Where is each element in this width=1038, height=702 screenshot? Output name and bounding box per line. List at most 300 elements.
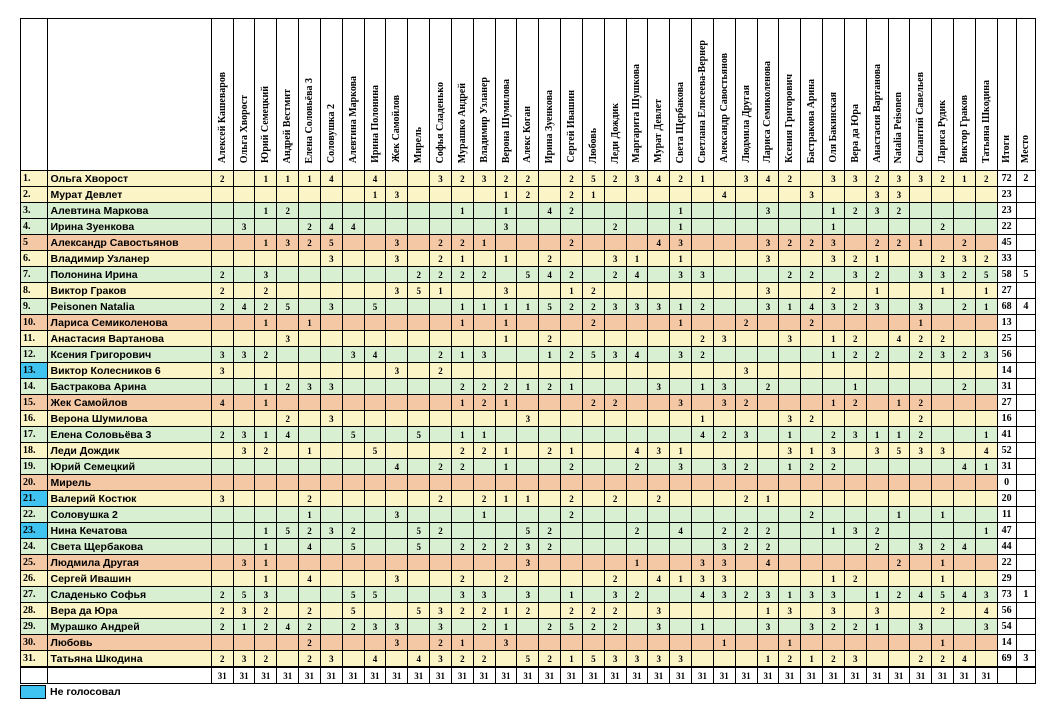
vote-cell — [713, 299, 735, 315]
vote-cell — [801, 427, 823, 443]
vote-cell — [386, 315, 408, 331]
vote-cell: 2 — [451, 459, 473, 475]
vote-cell — [888, 315, 910, 331]
vote-cell: 2 — [932, 603, 954, 619]
vote-cell: 2 — [211, 587, 233, 603]
row-place — [1016, 443, 1035, 459]
vote-cell — [648, 395, 670, 411]
row-place — [1016, 459, 1035, 475]
vote-cell — [320, 635, 342, 651]
vote-cell — [451, 475, 473, 491]
vote-cell — [844, 283, 866, 299]
vote-cell — [626, 315, 648, 331]
vote-cell: 4 — [953, 651, 975, 668]
vote-cell — [975, 203, 997, 219]
vote-cell — [910, 523, 932, 539]
row-number: 7. — [21, 267, 48, 283]
column-header — [953, 19, 975, 171]
vote-cell — [539, 235, 561, 251]
vote-cell — [713, 491, 735, 507]
vote-cell — [582, 571, 604, 587]
vote-cell: 2 — [604, 603, 626, 619]
vote-cell: 1 — [713, 635, 735, 651]
vote-cell: 1 — [626, 251, 648, 267]
row-total: 20 — [997, 491, 1016, 507]
vote-cell: 4 — [233, 299, 255, 315]
vote-cell — [975, 475, 997, 491]
vote-cell — [211, 235, 233, 251]
vote-cell: 3 — [648, 299, 670, 315]
column-header — [320, 19, 342, 171]
vote-cell — [408, 331, 430, 347]
row-place: 5 — [1016, 267, 1035, 283]
vote-cell — [604, 187, 626, 203]
vote-cell — [495, 235, 517, 251]
vote-cell: 3 — [888, 187, 910, 203]
vote-cell — [277, 651, 299, 668]
vote-cell — [430, 411, 452, 427]
table-row — [21, 283, 1036, 299]
vote-cell: 2 — [932, 651, 954, 668]
vote-cell — [779, 315, 801, 331]
vote-cell: 5 — [320, 235, 342, 251]
vote-cell — [844, 603, 866, 619]
vote-cell: 3 — [648, 443, 670, 459]
vote-cell — [299, 299, 321, 315]
vote-cell — [866, 315, 888, 331]
vote-cell — [342, 235, 364, 251]
vote-cell — [975, 235, 997, 251]
participant-name: Лариса Семиколенова — [47, 315, 211, 331]
column-header — [757, 19, 779, 171]
vote-cell — [866, 219, 888, 235]
column-header-label: Людмила Другая — [740, 85, 752, 163]
vote-cell: 5 — [364, 443, 386, 459]
table-row — [21, 571, 1036, 587]
vote-cell — [211, 571, 233, 587]
column-header-label: Юрий Семецкий — [260, 86, 272, 163]
vote-cell: 3 — [713, 459, 735, 475]
vote-cell — [757, 219, 779, 235]
vote-cell: 5 — [277, 523, 299, 539]
vote-cell — [233, 395, 255, 411]
row-number: 4. — [21, 219, 48, 235]
vote-cell: 2 — [844, 571, 866, 587]
vote-cell — [473, 571, 495, 587]
vote-cell: 5 — [539, 299, 561, 315]
vote-cell: 1 — [866, 251, 888, 267]
column-total: 31 — [953, 667, 975, 684]
vote-cell: 5 — [342, 587, 364, 603]
vote-cell — [364, 219, 386, 235]
vote-cell — [342, 475, 364, 491]
participant-name: Жек Самойлов — [47, 395, 211, 411]
vote-cell — [932, 475, 954, 491]
legend — [20, 685, 121, 699]
vote-cell: 2 — [888, 555, 910, 571]
vote-cell — [386, 203, 408, 219]
vote-cell — [779, 555, 801, 571]
vote-cell: 2 — [932, 331, 954, 347]
vote-cell: 1 — [823, 395, 845, 411]
vote-cell: 3 — [364, 619, 386, 635]
vote-cell — [430, 187, 452, 203]
vote-cell — [888, 379, 910, 395]
vote-cell — [735, 635, 757, 651]
vote-cell — [408, 363, 430, 379]
vote-cell — [386, 555, 408, 571]
column-total: 31 — [888, 667, 910, 684]
vote-cell — [342, 571, 364, 587]
vote-cell — [866, 411, 888, 427]
vote-cell — [408, 443, 430, 459]
vote-cell: 2 — [473, 539, 495, 555]
vote-cell — [713, 651, 735, 668]
vote-cell — [953, 395, 975, 411]
vote-cell — [953, 203, 975, 219]
vote-cell — [932, 523, 954, 539]
vote-cell: 2 — [451, 603, 473, 619]
vote-cell — [364, 235, 386, 251]
row-total: 14 — [997, 363, 1016, 379]
vote-cell — [953, 315, 975, 331]
vote-cell — [801, 171, 823, 187]
row-number: 26. — [21, 571, 48, 587]
vote-cell — [561, 331, 583, 347]
vote-cell — [866, 507, 888, 523]
vote-cell: 1 — [495, 443, 517, 459]
vote-cell — [713, 507, 735, 523]
vote-cell — [582, 523, 604, 539]
vote-cell — [604, 635, 626, 651]
vote-cell — [844, 315, 866, 331]
vote-cell — [539, 635, 561, 651]
vote-cell: 2 — [430, 347, 452, 363]
vote-cell — [364, 459, 386, 475]
vote-cell: 3 — [713, 379, 735, 395]
totals-header — [997, 19, 1016, 171]
vote-cell — [364, 283, 386, 299]
row-total: 33 — [997, 251, 1016, 267]
vote-cell — [561, 635, 583, 651]
table-row — [21, 523, 1036, 539]
vote-cell — [517, 347, 539, 363]
vote-cell — [451, 507, 473, 523]
row-number: 29. — [21, 619, 48, 635]
vote-cell — [430, 331, 452, 347]
vote-cell — [604, 363, 626, 379]
vote-cell — [626, 539, 648, 555]
vote-cell: 2 — [255, 603, 277, 619]
vote-cell — [844, 459, 866, 475]
vote-cell — [517, 251, 539, 267]
vote-cell: 3 — [473, 347, 495, 363]
vote-cell: 2 — [604, 491, 626, 507]
vote-cell — [277, 459, 299, 475]
vote-cell — [364, 475, 386, 491]
vote-cell — [299, 427, 321, 443]
vote-cell — [604, 555, 626, 571]
column-header — [364, 19, 386, 171]
column-total: 31 — [844, 667, 866, 684]
vote-cell: 3 — [735, 171, 757, 187]
vote-cell: 1 — [692, 379, 714, 395]
vote-cell — [648, 539, 670, 555]
participant-name: Юрий Семецкий — [47, 459, 211, 475]
vote-cell — [233, 635, 255, 651]
vote-cell — [604, 427, 626, 443]
vote-cell: 2 — [801, 267, 823, 283]
row-number: 27. — [21, 587, 48, 603]
vote-cell — [626, 635, 648, 651]
vote-cell — [626, 475, 648, 491]
vote-cell — [648, 347, 670, 363]
vote-cell: 2 — [953, 267, 975, 283]
vote-cell: 3 — [713, 395, 735, 411]
vote-cell: 2 — [735, 395, 757, 411]
column-header-label: Ксения Григорович — [784, 74, 796, 163]
vote-cell — [801, 379, 823, 395]
vote-cell — [408, 459, 430, 475]
vote-cell: 1 — [670, 251, 692, 267]
vote-cell: 2 — [888, 203, 910, 219]
vote-cell — [975, 187, 997, 203]
vote-cell: 2 — [801, 459, 823, 475]
vote-cell — [320, 555, 342, 571]
vote-cell — [473, 203, 495, 219]
vote-cell: 1 — [932, 283, 954, 299]
vote-cell — [561, 523, 583, 539]
column-header-label: Виктор Граков — [958, 94, 970, 163]
vote-cell: 4 — [757, 171, 779, 187]
vote-cell: 2 — [430, 267, 452, 283]
participant-name: Валерий Костюк — [47, 491, 211, 507]
vote-cell — [342, 459, 364, 475]
vote-cell — [211, 459, 233, 475]
vote-cell: 2 — [692, 331, 714, 347]
vote-cell — [713, 347, 735, 363]
vote-cell — [866, 475, 888, 491]
column-header-label: Соловушка 2 — [325, 103, 337, 163]
column-header-label: Мурашко Андрей — [456, 82, 468, 163]
vote-cell: 1 — [255, 171, 277, 187]
vote-cell — [779, 251, 801, 267]
vote-cell — [342, 203, 364, 219]
row-number: 3. — [21, 203, 48, 219]
vote-cell — [648, 315, 670, 331]
vote-cell: 4 — [910, 587, 932, 603]
vote-cell — [430, 443, 452, 459]
vote-cell: 2 — [299, 523, 321, 539]
row-total: 56 — [997, 347, 1016, 363]
vote-cell: 3 — [386, 363, 408, 379]
vote-cell — [823, 475, 845, 491]
vote-cell — [692, 475, 714, 491]
vote-cell — [692, 651, 714, 668]
vote-cell: 1 — [451, 251, 473, 267]
column-header — [823, 19, 845, 171]
column-total: 31 — [473, 667, 495, 684]
row-place — [1016, 475, 1035, 491]
table-row — [21, 251, 1036, 267]
column-total: 31 — [211, 667, 233, 684]
column-header-label: Мирель — [413, 126, 425, 163]
vote-cell — [408, 619, 430, 635]
vote-cell — [692, 219, 714, 235]
row-place — [1016, 411, 1035, 427]
vote-cell — [626, 235, 648, 251]
vote-cell: 2 — [844, 331, 866, 347]
vote-cell — [648, 187, 670, 203]
participant-name: Сергей Ивашин — [47, 571, 211, 587]
vote-cell — [342, 651, 364, 668]
column-header — [255, 19, 277, 171]
vote-cell — [975, 411, 997, 427]
vote-cell: 3 — [604, 587, 626, 603]
place-header — [1016, 19, 1035, 171]
vote-cell: 3 — [757, 299, 779, 315]
vote-cell: 1 — [451, 315, 473, 331]
vote-cell — [495, 587, 517, 603]
table-row — [21, 395, 1036, 411]
vote-cell: 2 — [561, 347, 583, 363]
vote-cell — [255, 491, 277, 507]
vote-cell — [953, 363, 975, 379]
vote-cell: 3 — [604, 347, 626, 363]
table-row — [21, 635, 1036, 651]
row-number: 13. — [21, 363, 48, 379]
vote-cell: 1 — [975, 459, 997, 475]
vote-cell — [561, 571, 583, 587]
vote-cell — [211, 523, 233, 539]
vote-cell — [932, 379, 954, 395]
vote-cell: 1 — [255, 203, 277, 219]
vote-cell — [277, 475, 299, 491]
vote-cell: 3 — [735, 363, 757, 379]
vote-cell — [692, 315, 714, 331]
vote-cell — [364, 571, 386, 587]
vote-cell — [408, 491, 430, 507]
row-place: 1 — [1016, 587, 1035, 603]
row-place — [1016, 603, 1035, 619]
vote-cell — [211, 635, 233, 651]
vote-cell — [233, 411, 255, 427]
vote-cell — [495, 411, 517, 427]
vote-cell: 1 — [692, 411, 714, 427]
vote-cell — [779, 539, 801, 555]
vote-cell: 1 — [255, 395, 277, 411]
vote-cell — [386, 539, 408, 555]
vote-cell — [801, 219, 823, 235]
vote-cell: 3 — [211, 347, 233, 363]
vote-cell — [801, 555, 823, 571]
vote-cell — [539, 363, 561, 379]
column-header — [604, 19, 626, 171]
vote-cell: 3 — [648, 651, 670, 668]
vote-cell — [735, 219, 757, 235]
vote-cell — [670, 187, 692, 203]
vote-cell — [539, 427, 561, 443]
vote-cell: 3 — [910, 171, 932, 187]
row-total: 41 — [997, 427, 1016, 443]
vote-cell — [386, 587, 408, 603]
vote-cell — [320, 347, 342, 363]
vote-cell — [430, 219, 452, 235]
table-row — [21, 363, 1036, 379]
vote-cell: 2 — [561, 171, 583, 187]
vote-cell — [888, 491, 910, 507]
vote-cell — [888, 539, 910, 555]
vote-cell: 1 — [823, 219, 845, 235]
column-header — [932, 19, 954, 171]
vote-cell — [451, 331, 473, 347]
vote-cell — [866, 571, 888, 587]
vote-cell: 2 — [539, 539, 561, 555]
vote-cell: 3 — [801, 187, 823, 203]
vote-cell: 4 — [364, 171, 386, 187]
vote-cell — [408, 571, 430, 587]
row-total: 72 — [997, 171, 1016, 187]
vote-cell — [866, 459, 888, 475]
column-total: 31 — [299, 667, 321, 684]
vote-cell: 4 — [626, 443, 648, 459]
column-header — [975, 19, 997, 171]
vote-cell — [692, 235, 714, 251]
vote-cell: 2 — [451, 571, 473, 587]
vote-cell — [430, 555, 452, 571]
vote-cell — [386, 171, 408, 187]
vote-cell — [299, 331, 321, 347]
vote-cell: 3 — [626, 171, 648, 187]
vote-cell: 3 — [430, 651, 452, 668]
vote-cell: 3 — [757, 251, 779, 267]
vote-cell: 3 — [692, 571, 714, 587]
vote-cell — [910, 491, 932, 507]
vote-cell: 2 — [910, 347, 932, 363]
vote-cell — [233, 539, 255, 555]
vote-cell — [953, 411, 975, 427]
vote-cell — [539, 587, 561, 603]
row-number: 10. — [21, 315, 48, 331]
vote-cell — [582, 235, 604, 251]
vote-cell — [539, 187, 561, 203]
vote-cell: 1 — [910, 315, 932, 331]
vote-cell: 3 — [932, 443, 954, 459]
vote-cell — [233, 331, 255, 347]
table-row — [21, 651, 1036, 668]
vote-cell: 1 — [561, 379, 583, 395]
vote-cell — [626, 187, 648, 203]
vote-cell — [626, 491, 648, 507]
participant-name: Владимир Узланер — [47, 251, 211, 267]
vote-cell: 2 — [473, 267, 495, 283]
vote-cell — [823, 507, 845, 523]
vote-cell — [517, 395, 539, 411]
vote-cell — [255, 331, 277, 347]
vote-cell: 1 — [561, 587, 583, 603]
vote-cell — [779, 507, 801, 523]
vote-cell: 4 — [386, 459, 408, 475]
vote-cell — [713, 251, 735, 267]
row-place — [1016, 219, 1035, 235]
vote-cell: 2 — [473, 395, 495, 411]
vote-cell: 3 — [823, 235, 845, 251]
vote-cell — [844, 411, 866, 427]
column-header-label: Вера да Юра — [849, 104, 861, 163]
vote-cell — [517, 619, 539, 635]
vote-cell — [779, 523, 801, 539]
vote-cell — [342, 491, 364, 507]
